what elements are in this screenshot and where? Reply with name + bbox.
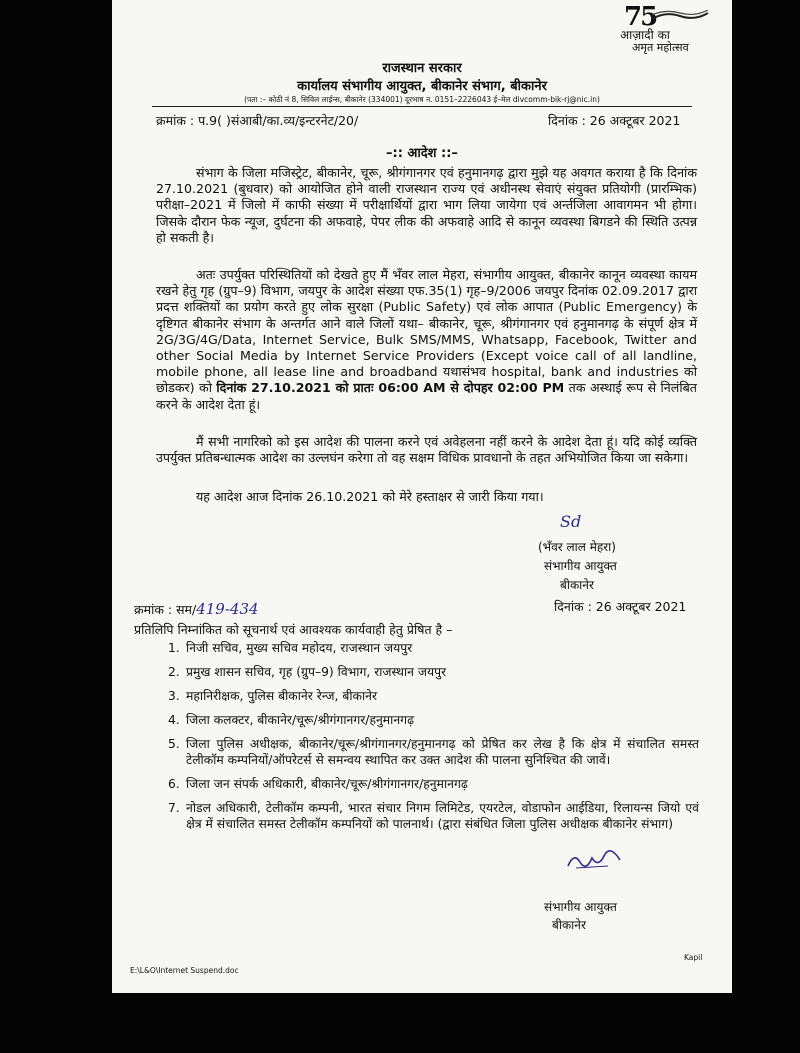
cc-signatory-designation: संभागीय आयुक्त (544, 900, 617, 914)
typist-initials: Kapil (684, 953, 703, 962)
handwritten-sd-mark: Sd (560, 512, 582, 531)
list-item: 6. जिला जन संपर्क अधिकारी, बीकानेर/चूरू/श्रीगंगानगर/हनुमानगढ़ (168, 777, 468, 791)
cc-reference-handwritten: 419-434 (196, 600, 259, 618)
logo-line2: अमृत महोत्सव (632, 41, 689, 54)
handwritten-initials-signature (564, 848, 624, 874)
list-item: 4. जिला कलक्टर, बीकानेर/चूरू/श्रीगंगानगर/हनुमानगढ़ (168, 713, 415, 727)
cc-signatory-place: बीकानेर (552, 918, 586, 932)
cc-reference (134, 600, 259, 618)
cc-intro: प्रतिलिपि निम्नांकित को सूचनार्थ एवं आवश्यक कार्यवाही हेतु प्रेषित है – (134, 622, 453, 637)
flag-wave-icon (650, 10, 710, 22)
signatory-place: बीकानेर (560, 578, 594, 592)
logo-line1: आज़ादी का (620, 28, 670, 42)
government-heading: राजस्थान सरकार (382, 61, 462, 76)
list-item: 1. निजी सचिव, मुख्य सचिव महोदय, राजस्थान जयपुर (168, 641, 413, 655)
list-item: 7. नोडल अधिकारी, टेलीकॉम कम्पनी, भारत संचार निगम लिमिटेड, एयरटेल, वोडाफोन आईडिया, रिलायन्स जियो एवं क्षेत्र में संचालित समस्त टेलीकॉम कम्पनियों को पालनार्थ। (द्वारा संबंधित जिला पुलिस अधीक्षक बीकानेर संभाग) (168, 801, 699, 831)
cc-recipient-list (156, 640, 699, 832)
signatory-designation: संभागीय आयुक्त (544, 559, 617, 573)
reference-date: दिनांक : 26 अक्टूबर 2021 (548, 113, 681, 128)
office-address: (पता :– कोठी नं 8, सिविल लाईन्स, बीकानेर (334001) दूरभाष न. 0151–2226043 ई–मेल divcomm-bik-rj@nic.in) (244, 95, 600, 104)
file-path: E:\L&O\Internet Suspend.doc (130, 966, 239, 975)
list-item: 3. महानिरीक्षक, पुलिस बीकानेर रेन्ज, बीकानेर (168, 689, 378, 703)
order-paragraph-4: यह आदेश आज दिनांक 26.10.2021 को मेरे हस्ताक्षर से जारी किया गया। (196, 489, 544, 504)
office-heading: कार्यालय संभागीय आयुक्त, बीकानेर संभाग, बीकानेर (297, 79, 547, 94)
suspension-timing: दिनांक 27.10.2021 को प्रातः 06:00 AM से दोपहर 02:00 PM (216, 380, 565, 396)
list-item: 5. जिला पुलिस अधीक्षक, बीकानेर/चूरू/श्रीगंगानगर/हनुमानगढ़ को प्रेषित कर लेख है कि क्षेत्र में संचालित समस्त टेलीकॉम कम्पनियों/ऑपरेटर्स से समन्वय स्थापित कर उक्त आदेश की पालना सुनिश्चित की जावें। (168, 737, 699, 767)
paragraph-2-text-b: तक अस्थाई रूप से निलंबित करने के आदेश देता हूं। (156, 380, 697, 412)
header-divider (152, 106, 692, 107)
list-item: 2. प्रमुख शासन सचिव, गृह (ग्रुप–9) विभाग, राजस्थान जयपुर (168, 665, 447, 679)
order-title: –:: आदेश ::– (386, 146, 458, 161)
azadi-ka-amrit-mahotsav-logo (620, 4, 724, 54)
reference-number: क्रमांक : प.9( )संआबी/का.व्य/इन्टरनेट/20/ (156, 113, 359, 128)
cc-reference-label: क्रमांक : सम/ (134, 602, 197, 617)
logo-number: 75 (624, 2, 657, 32)
cc-date: दिनांक : 26 अक्टूबर 2021 (554, 599, 687, 614)
signatory-name: (भँवर लाल मेहरा) (538, 540, 616, 554)
order-paragraph-1: संभाग के जिला मजिस्ट्रेट, बीकानेर, चूरू, श्रीगंगानगर एवं हनुमानगढ़ द्वारा मुझे यह अवगत कराया है कि दिनांक 27.10.2021 (बुधवार) को आयोजित होने वाली राजस्थान राज्य एवं अधीनस्थ सेवाएं संयुक्त प्रतियोगी (प्रारम्भिक) परीक्षा–2021 में जिलो में काफी संख्या में परीक्षार्थियों द्वारा भाग लिया जायेगा एवं अर्न्तजिला आवागमन भी होगा। जिसके दौरान फेक न्यूज, दुर्घटना की अफवाहे, पेपर लीक की अफवाहे आदि से कानून व्यवस्था बिगडने की स्थिति उत्पन्न हो सकती है। (156, 165, 697, 245)
order-paragraph-3: मैं सभी नागरिको को इस आदेश की पालना करने एवं अवेहलना नहीं करने के आदेश देता हूं। यदि कोई व्यक्ति उपर्युक्त प्रतिबन्धात्मक आदेश का उल्लघंन करेगा तो वह सक्षम विधिक प्रावधानो के तहत अभियोजित किया जा सकेगा। (156, 434, 697, 466)
document-page (112, 0, 732, 993)
paragraph-2-text-a: अतः उपर्युक्त परिस्थितियों को देखते हुए मैं भँवर लाल मेहरा, संभागीय आयुक्त, बीकानेर कानून व्यवस्था कायम रखने हेतु गृह (ग्रुप–9) विभाग, जयपुर के आदेश संख्या एफ.35(1) गृह–9/2006 जयपुर दिनांक 02.09.2017 द्वारा प्रदत्त शक्तियों का प्रयोग करते हुए लोक सुरक्षा (Public Safety) एवं लोक आपात (Public Emergency) के दृष्टिगत बीकानेर संभाग के अन्तर्गत आने वाले जिलों यथा– बीकानेर, चूरू, श्रीगंगानगर एवं हनुमानगढ़ के संपूर्ण क्षेत्र में 2G/3G/4G/Data, Internet Service, Bulk SMS/MMS, Whatsapp, Facebook, Twitter and other Social Media by Internet Service Providers (Except voice call of all landline, mobile phone, all lease line and broadband यथासंभव hospital, bank and industries को छोडकर) को (156, 267, 697, 396)
order-paragraph-2 (156, 267, 697, 413)
